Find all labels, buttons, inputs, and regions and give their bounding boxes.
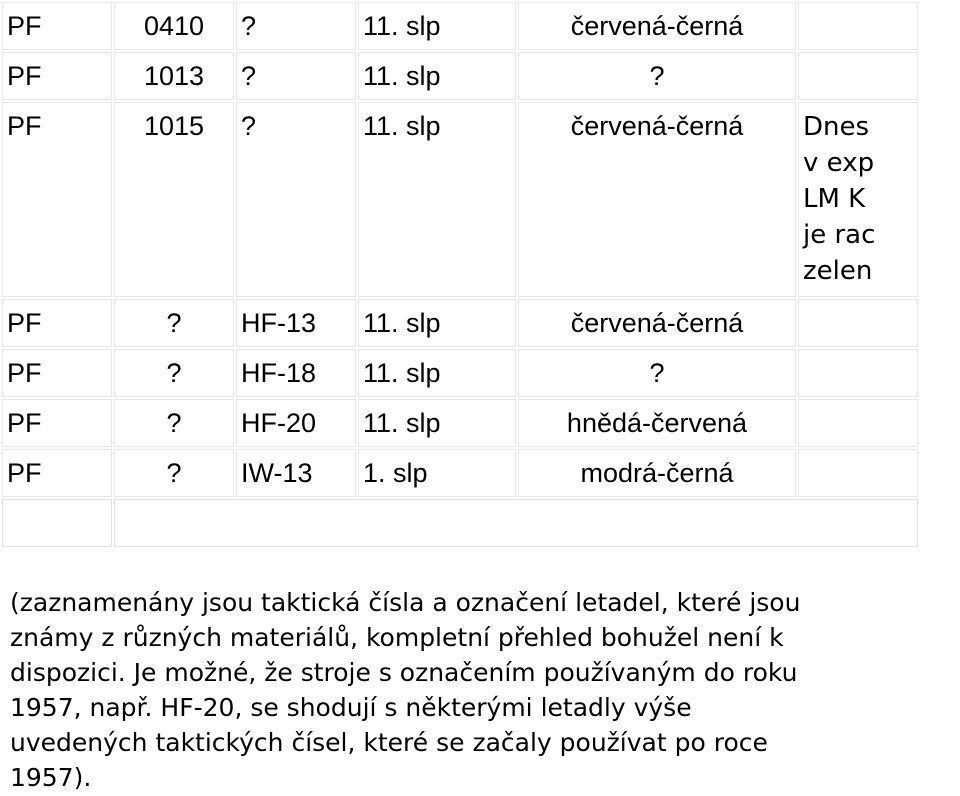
cell-unit: 1. slp bbox=[358, 449, 516, 497]
cell-number: ? bbox=[114, 349, 234, 397]
cell-note bbox=[798, 299, 918, 347]
cell-unit: 11. slp bbox=[358, 2, 516, 50]
cell-colors: modrá-černá bbox=[518, 449, 796, 497]
cell-colors: ? bbox=[518, 52, 796, 100]
cell-type: PF bbox=[2, 52, 112, 100]
cell-unit: 11. slp bbox=[358, 399, 516, 447]
cell-empty bbox=[2, 499, 112, 547]
cell-empty-wide bbox=[114, 499, 918, 547]
cell-designation: ? bbox=[236, 2, 356, 50]
note-line: zelen bbox=[803, 256, 873, 286]
cell-designation: HF-13 bbox=[236, 299, 356, 347]
table-row bbox=[2, 399, 918, 447]
table-row bbox=[2, 449, 918, 497]
cell-designation: ? bbox=[236, 52, 356, 100]
cell-colors: červená-černá bbox=[518, 102, 796, 297]
cell-colors: hnědá-červená bbox=[518, 399, 796, 447]
note-line: v exp bbox=[803, 148, 875, 178]
cell-number: 1013 bbox=[114, 52, 234, 100]
cell-note bbox=[798, 52, 918, 100]
cell-type: PF bbox=[2, 399, 112, 447]
cell-colors: ? bbox=[518, 349, 796, 397]
cell-colors: červená-černá bbox=[518, 2, 796, 50]
note-line: je rac bbox=[803, 220, 876, 250]
cell-type: PF bbox=[2, 102, 112, 297]
table-row bbox=[2, 102, 918, 297]
footnote-paragraph: (zaznamenány jsou taktická čísla a označení letadel, které jsou známy z různých materiálů, kompletní přehled bohužel není k dispozici. Je možné, že stroje s označením používaným do roku 1957, např. HF-20, se shodují s některými letadly výše uvedených taktických čísel, které se začaly používat po roce 1957). bbox=[10, 588, 801, 792]
cell-note bbox=[798, 102, 918, 297]
cell-type: PF bbox=[2, 449, 112, 497]
note-line: LM K bbox=[803, 184, 866, 214]
cell-colors: červená-černá bbox=[518, 299, 796, 347]
cell-number: 1015 bbox=[114, 102, 234, 297]
cell-designation: HF-18 bbox=[236, 349, 356, 397]
table-row-empty bbox=[2, 499, 918, 547]
cell-note bbox=[798, 2, 918, 50]
cell-number: 0410 bbox=[114, 2, 234, 50]
cell-designation: HF-20 bbox=[236, 399, 356, 447]
cell-type: PF bbox=[2, 349, 112, 397]
table-row bbox=[2, 2, 918, 50]
cell-note bbox=[798, 449, 918, 497]
table-row bbox=[2, 299, 918, 347]
cell-type: PF bbox=[2, 2, 112, 50]
cell-type: PF bbox=[2, 299, 112, 347]
cell-number: ? bbox=[114, 449, 234, 497]
cell-designation: IW-13 bbox=[236, 449, 356, 497]
table-row bbox=[2, 349, 918, 397]
cell-note bbox=[798, 399, 918, 447]
cell-note bbox=[798, 349, 918, 397]
cell-designation: ? bbox=[236, 102, 356, 297]
cell-unit: 11. slp bbox=[358, 102, 516, 297]
cell-number: ? bbox=[114, 299, 234, 347]
cell-unit: 11. slp bbox=[358, 299, 516, 347]
cell-unit: 11. slp bbox=[358, 52, 516, 100]
table-row bbox=[2, 52, 918, 100]
cell-unit: 11. slp bbox=[358, 349, 516, 397]
note-line: Dnes bbox=[803, 112, 870, 142]
cell-number: ? bbox=[114, 399, 234, 447]
